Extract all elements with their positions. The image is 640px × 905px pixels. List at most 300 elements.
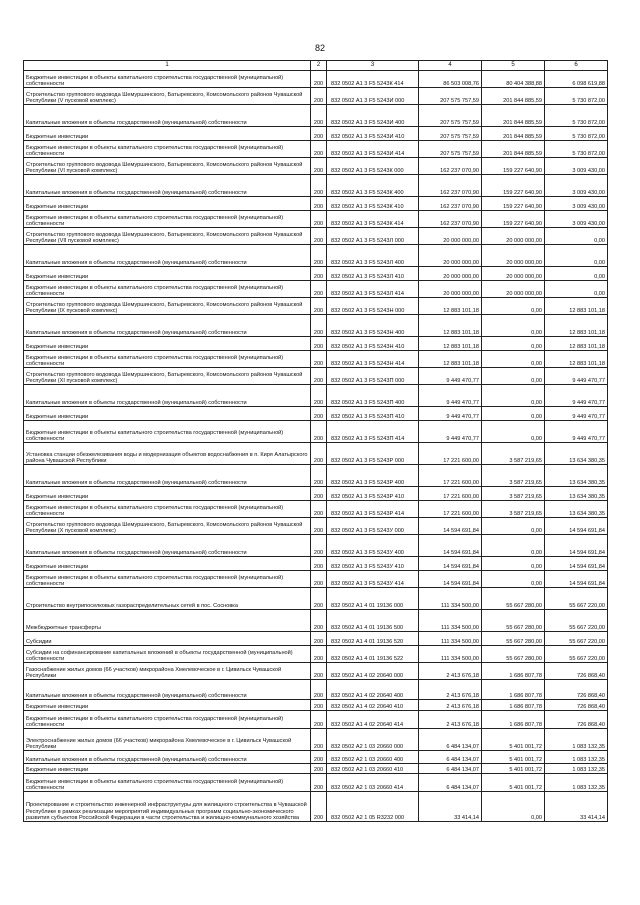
row-value-4: 17 221 600,00 <box>419 443 482 465</box>
row-code: 832 0502 А1 4 02 20640 400 <box>327 680 419 700</box>
row-name: Бюджетные инвестиции <box>24 764 311 774</box>
row-col2: 200 <box>311 315 327 337</box>
row-name: Капитальные вложения в объекты государственной (муниципальной) собственности <box>24 315 311 337</box>
row-value-5: 55 667 280,00 <box>482 632 545 646</box>
row-col2: 200 <box>311 281 327 298</box>
row-code: 832 0502 А1 3 F5 5243Л 400 <box>327 245 419 267</box>
row-value-6: 726 868,40 <box>545 663 608 680</box>
row-value-6: 3 009 430,00 <box>545 197 608 211</box>
row-name: Бюджетные инвестиции <box>24 337 311 351</box>
row-name: Бюджетные инвестиции <box>24 557 311 571</box>
row-code: 832 0502 А1 3 F5 5243К 400 <box>327 175 419 197</box>
table-row <box>24 407 608 421</box>
budget-table <box>23 60 608 822</box>
row-value-4: 17 221 600,00 <box>419 465 482 487</box>
header-row <box>24 61 608 71</box>
table-row <box>24 518 608 535</box>
row-value-5: 20 000 000,00 <box>482 281 545 298</box>
row-col2: 200 <box>311 711 327 729</box>
row-col2: 200 <box>311 501 327 518</box>
row-col2: 200 <box>311 88 327 105</box>
row-col2: 200 <box>311 197 327 211</box>
row-name: Проектирование и строительство инженерной инфраструктуры для жилищного строительства в Чувашской Республике в рамках реализации мероприятий индивидуальных программ социально-экономического развития субъектов Российской Федерации в части строительства и жилищно-коммунального хозяйства <box>24 792 311 822</box>
table-row <box>24 588 608 610</box>
row-value-5: 1 686 807,78 <box>482 680 545 700</box>
row-name: Бюджетные инвестиции <box>24 127 311 141</box>
row-name: Бюджетные инвестиции в объекты капитального строительства государственной (муниципальной) собственности <box>24 281 311 298</box>
row-name: Субсидии <box>24 632 311 646</box>
row-col2: 200 <box>311 105 327 127</box>
row-value-4: 2 413 676,18 <box>419 680 482 700</box>
row-name: Капитальные вложения в объекты государственной (муниципальной) собственности <box>24 385 311 407</box>
row-name: Бюджетные инвестиции в объекты капитального строительства государственной (муниципальной) собственности <box>24 141 311 158</box>
row-value-5: 159 227 640,90 <box>482 197 545 211</box>
row-name: Бюджетные инвестиции в объекты капитального строительства государственной (муниципальной) собственности <box>24 71 311 88</box>
table-row <box>24 71 608 88</box>
row-value-6: 5 730 872,00 <box>545 141 608 158</box>
row-col2: 200 <box>311 141 327 158</box>
row-name: Бюджетные инвестиции в объекты капитального строительства государственной (муниципальной) собственности <box>24 711 311 729</box>
row-value-5: 0,00 <box>482 407 545 421</box>
row-code: 832 0502 А1 4 02 20640 000 <box>327 663 419 680</box>
row-value-4: 6 484 134,07 <box>419 774 482 792</box>
row-name: Капитальные вложения в объекты государственной (муниципальной) собственности <box>24 245 311 267</box>
row-name: Строительство группового водовода Шемуршинского, Батыревского, Комсомольского районов Чувашской Республики (VI пусковой комплекс) <box>24 158 311 175</box>
row-value-6: 5 730 872,00 <box>545 88 608 105</box>
row-col2: 200 <box>311 368 327 385</box>
row-name: Электроснабжение жилых домов (66 участков) микрорайона Хмелевоческое в г. Цивильск Чувашской Республики <box>24 729 311 751</box>
row-code: 832 0502 А1 3 F5 5243У 410 <box>327 557 419 571</box>
row-value-4: 111 334 500,00 <box>419 632 482 646</box>
table-row <box>24 421 608 443</box>
row-name: Бюджетные инвестиции <box>24 407 311 421</box>
row-col2: 200 <box>311 385 327 407</box>
row-code: 832 0502 А2 1 03 20660 414 <box>327 774 419 792</box>
row-name: Субсидии на софинансирование капитальных вложений в объекты государственной (муниципальной) собственности <box>24 646 311 663</box>
row-col2: 200 <box>311 663 327 680</box>
row-name: Бюджетные инвестиции в объекты капитального строительства государственной (муниципальной) собственности <box>24 571 311 588</box>
row-value-5: 0,00 <box>482 792 545 822</box>
table-row <box>24 315 608 337</box>
row-value-4: 9 449 470,77 <box>419 385 482 407</box>
row-code: 832 0502 А1 3 F5 5243К 410 <box>327 197 419 211</box>
table-row <box>24 501 608 518</box>
row-value-6: 14 594 691,84 <box>545 557 608 571</box>
row-value-5: 201 844 885,59 <box>482 127 545 141</box>
row-name: Строительство группового водовода Шемуршинского, Батыревского, Комсомольского районов Чувашской Республики (XI пусковой комплекс) <box>24 368 311 385</box>
row-value-6: 726 868,40 <box>545 711 608 729</box>
row-value-4: 9 449 470,77 <box>419 368 482 385</box>
row-value-5: 201 844 885,59 <box>482 141 545 158</box>
row-name: Капитальные вложения в объекты государственной (муниципальной) собственности <box>24 751 311 764</box>
row-value-4: 111 334 500,00 <box>419 646 482 663</box>
row-value-6: 12 883 101,18 <box>545 298 608 315</box>
table-row <box>24 535 608 557</box>
row-name: Газоснабжение жилых домов (66 участков) микрорайона Хмелевоческое в г. Цивильск Чувашской Республики <box>24 663 311 680</box>
row-value-4: 162 237 070,90 <box>419 211 482 228</box>
table-row <box>24 141 608 158</box>
row-code: 832 0502 А1 4 01 19136 000 <box>327 588 419 610</box>
row-code: 832 0502 А1 3 F5 5243И 400 <box>327 105 419 127</box>
row-value-5: 1 686 807,78 <box>482 700 545 711</box>
row-code: 832 0502 А2 1 03 20660 400 <box>327 751 419 764</box>
row-col2: 200 <box>311 610 327 632</box>
row-value-4: 207 575 757,59 <box>419 141 482 158</box>
row-code: 832 0502 А1 3 F5 5243И 000 <box>327 88 419 105</box>
row-name: Капитальные вложения в объекты государственной (муниципальной) собственности <box>24 535 311 557</box>
row-value-4: 9 449 470,77 <box>419 407 482 421</box>
row-value-4: 33 414,14 <box>419 792 482 822</box>
row-code: 832 0502 А1 4 01 19136 522 <box>327 646 419 663</box>
row-col2: 200 <box>311 764 327 774</box>
row-value-4: 111 334 500,00 <box>419 610 482 632</box>
row-value-6: 726 868,40 <box>545 680 608 700</box>
row-value-5: 80 404 388,88 <box>482 71 545 88</box>
row-col2: 200 <box>311 571 327 588</box>
row-code: 832 0502 А1 3 F5 5243Н 000 <box>327 298 419 315</box>
row-name: Строительство группового водовода Шемуршинского, Батыревского, Комсомольского районов Чувашской Республики (X пусковой комплекс) <box>24 518 311 535</box>
table-row <box>24 700 608 711</box>
row-value-5: 0,00 <box>482 535 545 557</box>
row-value-6: 6 098 619,88 <box>545 71 608 88</box>
row-value-4: 162 237 070,90 <box>419 175 482 197</box>
row-value-6: 9 449 470,77 <box>545 421 608 443</box>
header-col-2: 2 <box>311 61 327 71</box>
row-name: Капитальные вложения в объекты государственной (муниципальной) собственности <box>24 175 311 197</box>
row-value-6: 0,00 <box>545 281 608 298</box>
row-value-6: 55 667 220,00 <box>545 632 608 646</box>
row-value-6: 3 009 430,00 <box>545 158 608 175</box>
row-value-4: 207 575 757,59 <box>419 88 482 105</box>
row-code: 832 0502 А1 3 F5 5243Л 410 <box>327 267 419 281</box>
row-value-6: 9 449 470,77 <box>545 407 608 421</box>
row-code: 832 0502 А1 3 F5 5243К 000 <box>327 158 419 175</box>
table-row <box>24 792 608 822</box>
row-code: 832 0502 А1 3 F5 5243У 414 <box>327 571 419 588</box>
row-value-5: 55 667 280,00 <box>482 646 545 663</box>
row-value-6: 14 594 691,84 <box>545 535 608 557</box>
row-value-6: 33 414,14 <box>545 792 608 822</box>
table-row <box>24 228 608 245</box>
row-value-6: 13 634 380,35 <box>545 465 608 487</box>
row-col2: 200 <box>311 487 327 501</box>
row-col2: 200 <box>311 267 327 281</box>
row-value-4: 86 503 008,76 <box>419 71 482 88</box>
row-value-4: 14 594 691,84 <box>419 571 482 588</box>
row-col2: 200 <box>311 680 327 700</box>
table-row <box>24 774 608 792</box>
table-row <box>24 88 608 105</box>
row-value-4: 20 000 000,00 <box>419 228 482 245</box>
row-code: 832 0502 А1 3 F5 5243Р 414 <box>327 501 419 518</box>
row-code: 832 0502 А1 3 F5 5243Л 414 <box>327 281 419 298</box>
row-value-5: 0,00 <box>482 518 545 535</box>
row-value-6: 55 667 220,00 <box>545 646 608 663</box>
row-col2: 200 <box>311 175 327 197</box>
row-code: 832 0502 А1 3 F5 5243Л 000 <box>327 228 419 245</box>
row-value-5: 5 401 001,72 <box>482 729 545 751</box>
table-row <box>24 465 608 487</box>
row-value-6: 726 868,40 <box>545 700 608 711</box>
row-code: 832 0502 А1 3 F5 5243Р 410 <box>327 487 419 501</box>
row-col2: 200 <box>311 71 327 88</box>
row-value-4: 20 000 000,00 <box>419 281 482 298</box>
row-col2: 200 <box>311 465 327 487</box>
row-value-4: 20 000 000,00 <box>419 245 482 267</box>
table-row <box>24 197 608 211</box>
table-row <box>24 211 608 228</box>
row-value-4: 111 334 500,00 <box>419 588 482 610</box>
row-code: 832 0502 А1 3 F5 5243П 400 <box>327 385 419 407</box>
row-value-6: 13 634 380,35 <box>545 443 608 465</box>
row-name: Бюджетные инвестиции в объекты капитального строительства государственной (муниципальной) собственности <box>24 421 311 443</box>
row-code: 832 0502 А1 4 01 19136 520 <box>327 632 419 646</box>
table-row <box>24 487 608 501</box>
row-value-5: 0,00 <box>482 315 545 337</box>
row-name: Строительство группового водовода Шемуршинского, Батыревского, Комсомольского районов Чувашской Республики (V пусковой комплекс) <box>24 88 311 105</box>
row-value-4: 207 575 757,59 <box>419 127 482 141</box>
header-col-5: 5 <box>482 61 545 71</box>
row-col2: 200 <box>311 443 327 465</box>
row-name: Бюджетные инвестиции <box>24 487 311 501</box>
row-name: Бюджетные инвестиции в объекты капитального строительства государственной (муниципальной) собственности <box>24 211 311 228</box>
row-code: 832 0502 А1 3 F5 5243Р 000 <box>327 443 419 465</box>
row-value-6: 9 449 470,77 <box>545 368 608 385</box>
row-code: 832 0502 А1 4 02 20640 410 <box>327 700 419 711</box>
table-row <box>24 557 608 571</box>
row-code: 832 0502 А1 3 F5 5243Н 414 <box>327 351 419 368</box>
row-code: 832 0502 А1 3 F5 5243Р 400 <box>327 465 419 487</box>
row-value-5: 1 686 807,78 <box>482 711 545 729</box>
row-value-6: 12 883 101,18 <box>545 351 608 368</box>
row-code: 832 0502 А1 3 F5 5243И 410 <box>327 127 419 141</box>
row-col2: 200 <box>311 407 327 421</box>
row-value-5: 0,00 <box>482 571 545 588</box>
header-col-4: 4 <box>419 61 482 71</box>
table-row <box>24 610 608 632</box>
row-code: 832 0502 А1 3 F5 5243К 414 <box>327 71 419 88</box>
row-value-4: 12 883 101,18 <box>419 315 482 337</box>
row-value-4: 2 413 676,18 <box>419 663 482 680</box>
row-value-4: 6 484 134,07 <box>419 751 482 764</box>
row-col2: 200 <box>311 351 327 368</box>
row-value-5: 0,00 <box>482 368 545 385</box>
row-value-6: 1 083 132,35 <box>545 751 608 764</box>
table-row <box>24 267 608 281</box>
row-col2: 200 <box>311 751 327 764</box>
row-col2: 200 <box>311 700 327 711</box>
table-row <box>24 298 608 315</box>
table-row <box>24 571 608 588</box>
row-code: 832 0502 А1 3 F5 5243Н 410 <box>327 337 419 351</box>
row-col2: 200 <box>311 535 327 557</box>
row-code: 832 0502 А1 3 F5 5243П 410 <box>327 407 419 421</box>
table-row <box>24 751 608 764</box>
row-value-5: 0,00 <box>482 351 545 368</box>
header-col-3: 3 <box>327 61 419 71</box>
row-value-6: 14 594 691,84 <box>545 571 608 588</box>
table-row <box>24 245 608 267</box>
row-value-4: 12 883 101,18 <box>419 298 482 315</box>
row-value-6: 3 009 430,00 <box>545 211 608 228</box>
row-value-5: 159 227 640,90 <box>482 175 545 197</box>
row-value-4: 14 594 691,84 <box>419 535 482 557</box>
row-value-5: 3 587 219,65 <box>482 465 545 487</box>
row-col2: 200 <box>311 646 327 663</box>
row-value-4: 17 221 600,00 <box>419 487 482 501</box>
row-code: 832 0502 А2 1 03 20660 000 <box>327 729 419 751</box>
table-row <box>24 680 608 700</box>
row-value-6: 5 730 872,00 <box>545 105 608 127</box>
row-value-4: 17 221 600,00 <box>419 501 482 518</box>
row-value-6: 0,00 <box>545 228 608 245</box>
row-value-5: 5 401 001,72 <box>482 751 545 764</box>
row-value-5: 0,00 <box>482 385 545 407</box>
table-row <box>24 175 608 197</box>
row-value-4: 20 000 000,00 <box>419 267 482 281</box>
row-col2: 200 <box>311 337 327 351</box>
row-value-4: 14 594 691,84 <box>419 518 482 535</box>
table-row <box>24 632 608 646</box>
row-name: Бюджетные инвестиции <box>24 267 311 281</box>
row-value-6: 13 634 380,35 <box>545 487 608 501</box>
row-col2: 200 <box>311 774 327 792</box>
row-value-5: 3 587 219,65 <box>482 443 545 465</box>
row-value-5: 20 000 000,00 <box>482 245 545 267</box>
row-name: Бюджетные инвестиции <box>24 700 311 711</box>
row-name: Строительство группового водовода Шемуршинского, Батыревского, Комсомольского районов Чувашской Республики (IX пусковой комплекс) <box>24 298 311 315</box>
row-name: Бюджетные инвестиции в объекты капитального строительства государственной (муниципальной) собственности <box>24 501 311 518</box>
header-col-6: 6 <box>545 61 608 71</box>
row-name: Капитальные вложения в объекты государственной (муниципальной) собственности <box>24 105 311 127</box>
row-value-6: 55 667 220,00 <box>545 588 608 610</box>
row-col2: 200 <box>311 298 327 315</box>
row-value-5: 5 401 001,72 <box>482 764 545 774</box>
row-value-4: 9 449 470,77 <box>419 421 482 443</box>
row-name: Межбюджетные трансферты <box>24 610 311 632</box>
row-col2: 200 <box>311 421 327 443</box>
row-name: Капитальные вложения в объекты государственной (муниципальной) собственности <box>24 680 311 700</box>
row-code: 832 0502 А2 1 03 20660 410 <box>327 764 419 774</box>
row-value-5: 0,00 <box>482 337 545 351</box>
row-value-5: 3 587 219,65 <box>482 501 545 518</box>
row-value-5: 3 587 219,65 <box>482 487 545 501</box>
row-value-4: 2 413 676,18 <box>419 711 482 729</box>
row-code: 832 0502 А1 3 F5 5243И 414 <box>327 141 419 158</box>
row-value-4: 12 883 101,18 <box>419 351 482 368</box>
table-row <box>24 385 608 407</box>
row-col2: 200 <box>311 557 327 571</box>
row-value-5: 20 000 000,00 <box>482 228 545 245</box>
row-value-5: 5 401 001,72 <box>482 774 545 792</box>
table-row <box>24 281 608 298</box>
row-value-6: 1 083 132,35 <box>545 729 608 751</box>
row-value-4: 6 484 134,07 <box>419 764 482 774</box>
row-name: Строительство группового водовода Шемуршинского, Батыревского, Комсомольского районов Чувашской Республики (VII пусковой комплекс) <box>24 228 311 245</box>
row-col2: 200 <box>311 792 327 822</box>
row-value-5: 0,00 <box>482 421 545 443</box>
row-col2: 200 <box>311 632 327 646</box>
row-value-4: 14 594 691,84 <box>419 557 482 571</box>
row-col2: 200 <box>311 588 327 610</box>
table-row <box>24 711 608 729</box>
row-code: 832 0502 А2 1 05 R3232 000 <box>327 792 419 822</box>
row-value-5: 0,00 <box>482 557 545 571</box>
row-col2: 200 <box>311 245 327 267</box>
row-name: Бюджетные инвестиции в объекты капитального строительства государственной (муниципальной) собственности <box>24 774 311 792</box>
table-row <box>24 729 608 751</box>
row-value-5: 20 000 000,00 <box>482 267 545 281</box>
row-value-6: 5 730 872,00 <box>545 127 608 141</box>
table-row <box>24 663 608 680</box>
row-name: Бюджетные инвестиции в объекты капитального строительства государственной (муниципальной) собственности <box>24 351 311 368</box>
row-code: 832 0502 А1 3 F5 5243Н 400 <box>327 315 419 337</box>
row-name: Строительство внутрипоселковых газораспределительных сетей в пос. Сосновка <box>24 588 311 610</box>
table-row <box>24 127 608 141</box>
row-code: 832 0502 А1 3 F5 5243П 414 <box>327 421 419 443</box>
row-value-4: 162 237 070,90 <box>419 197 482 211</box>
row-col2: 200 <box>311 518 327 535</box>
row-col2: 200 <box>311 729 327 751</box>
row-value-4: 12 883 101,18 <box>419 337 482 351</box>
row-value-5: 159 227 640,90 <box>482 211 545 228</box>
row-value-5: 159 227 640,90 <box>482 158 545 175</box>
table-body <box>24 71 608 822</box>
row-value-6: 12 883 101,18 <box>545 337 608 351</box>
row-value-6: 1 083 132,35 <box>545 774 608 792</box>
row-value-4: 207 575 757,59 <box>419 105 482 127</box>
table-row <box>24 646 608 663</box>
row-value-4: 162 237 070,90 <box>419 158 482 175</box>
row-name: Капитальные вложения в объекты государственной (муниципальной) собственности <box>24 465 311 487</box>
table-row <box>24 443 608 465</box>
row-code: 832 0502 А1 3 F5 5243К 414 <box>327 211 419 228</box>
row-name: Установка станции обезжелезивания воды и модернизация объектов водоснабжения в п. Киря Алатырского района Чувашской Республики <box>24 443 311 465</box>
row-value-5: 201 844 885,59 <box>482 88 545 105</box>
row-value-6: 12 883 101,18 <box>545 315 608 337</box>
header-col-1: 1 <box>24 61 311 71</box>
row-value-5: 55 667 280,00 <box>482 610 545 632</box>
row-value-6: 3 009 430,00 <box>545 175 608 197</box>
row-col2: 200 <box>311 127 327 141</box>
row-col2: 200 <box>311 228 327 245</box>
row-value-6: 0,00 <box>545 245 608 267</box>
row-value-5: 55 667 280,00 <box>482 588 545 610</box>
row-code: 832 0502 А1 4 01 19136 500 <box>327 610 419 632</box>
row-col2: 200 <box>311 211 327 228</box>
row-value-5: 1 686 807,78 <box>482 663 545 680</box>
table-row <box>24 105 608 127</box>
row-value-6: 9 449 470,77 <box>545 385 608 407</box>
row-code: 832 0502 А1 3 F5 5243У 000 <box>327 518 419 535</box>
row-code: 832 0502 А1 3 F5 5243П 000 <box>327 368 419 385</box>
row-col2: 200 <box>311 158 327 175</box>
row-value-6: 14 594 691,84 <box>545 518 608 535</box>
table-row <box>24 368 608 385</box>
row-value-6: 55 667 220,00 <box>545 610 608 632</box>
table-row <box>24 764 608 774</box>
table-row <box>24 158 608 175</box>
row-value-6: 0,00 <box>545 267 608 281</box>
row-value-5: 201 844 885,59 <box>482 105 545 127</box>
row-value-4: 2 413 676,18 <box>419 700 482 711</box>
row-code: 832 0502 А1 4 02 20640 414 <box>327 711 419 729</box>
row-value-4: 6 484 134,07 <box>419 729 482 751</box>
row-value-6: 13 634 380,35 <box>545 501 608 518</box>
page-number: 82 <box>314 43 325 53</box>
row-code: 832 0502 А1 3 F5 5243У 400 <box>327 535 419 557</box>
row-value-6: 1 083 132,35 <box>545 764 608 774</box>
